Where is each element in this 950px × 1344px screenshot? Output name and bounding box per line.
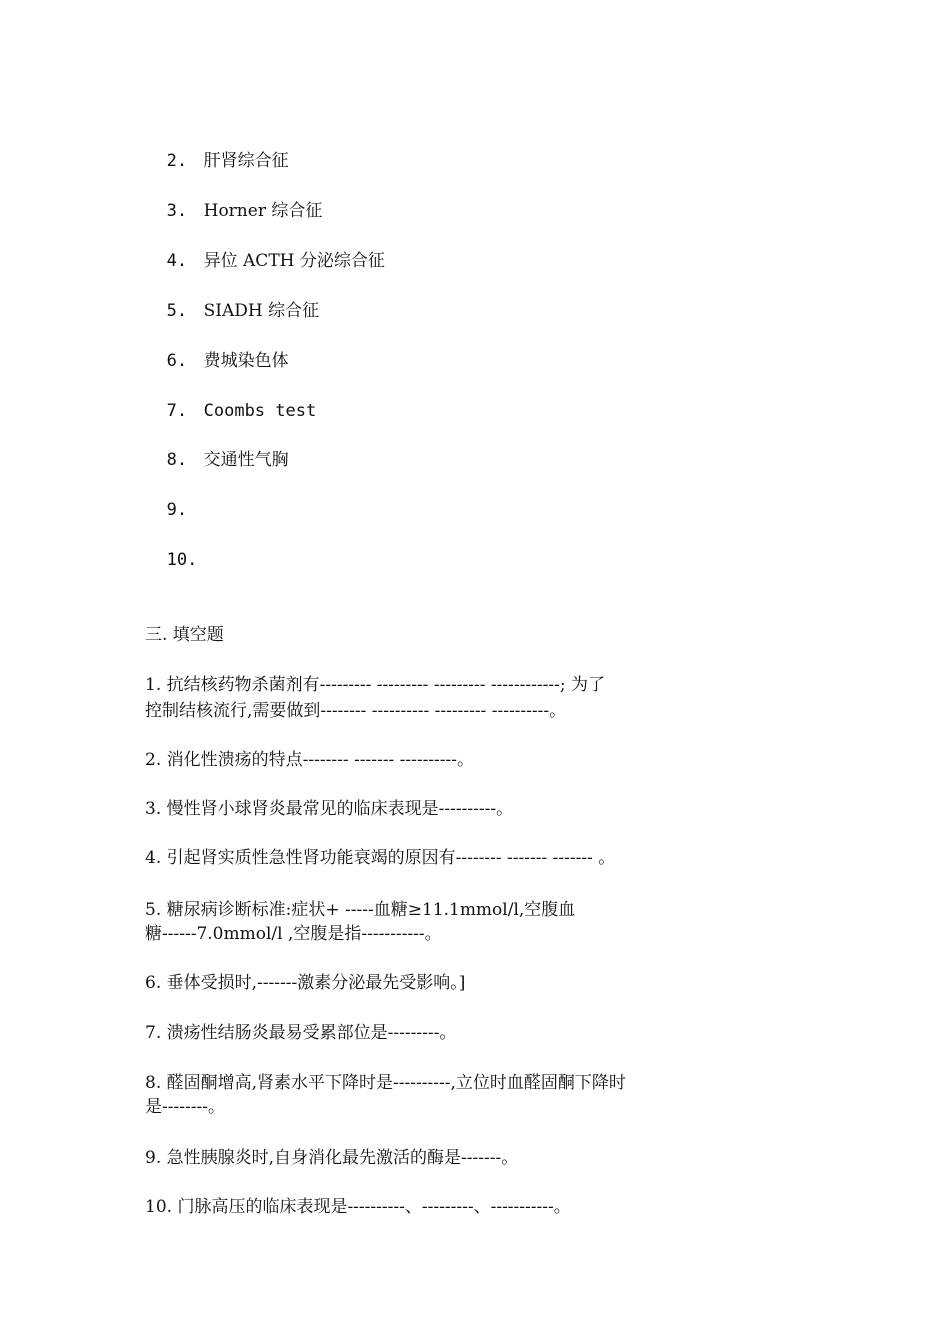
term-text: 费城染色体 — [203, 351, 289, 371]
term-text: Horner 综合征 — [203, 201, 323, 221]
question-6: 6. 垂体受损时,-------激素分泌最先受影响。] — [145, 973, 466, 993]
term-number: 5. — [166, 301, 188, 321]
question-5-line-2: 糖------7.0mmol/l ,空腹是指-----------。 — [145, 924, 442, 944]
section-title: 三. 填空题 — [145, 625, 224, 645]
term-number: 6. — [166, 351, 188, 371]
question-2: 2. 消化性溃疡的特点-------- ------- ----------。 — [145, 750, 475, 770]
question-1-line-2: 控制结核流行,需要做到-------- ---------- --------- ----------。 — [145, 701, 567, 721]
term-number: 3. — [166, 201, 188, 221]
term-number: 2. — [166, 151, 188, 171]
question-8-line-1: 8. 醛固酮增高,肾素水平下降时是----------,立位时血醛固酮下降时 — [145, 1073, 626, 1093]
question-10: 10. 门脉高压的临床表现是----------、---------、-----------。 — [145, 1197, 571, 1217]
term-text: 异位 ACTH 分泌综合征 — [203, 251, 385, 271]
question-8-line-2: 是--------。 — [145, 1097, 225, 1117]
question-5-line-1: 5. 糖尿病诊断标准:症状+ -----血糖≥11.1mmol/l,空腹血 — [145, 900, 576, 920]
question-9: 9. 急性胰腺炎时,自身消化最先激活的酶是-------。 — [145, 1148, 519, 1168]
term-number: 9. — [166, 500, 188, 520]
question-3: 3. 慢性肾小球肾炎最常见的临床表现是----------。 — [145, 799, 514, 819]
term-number: 4. — [166, 251, 188, 271]
term-text: 肝肾综合征 — [203, 151, 289, 171]
term-item-10 — [145, 524, 204, 596]
term-text: SIADH 综合征 — [203, 301, 320, 321]
question-7: 7. 溃疡性结肠炎最易受累部位是---------。 — [145, 1023, 457, 1043]
term-text: Coombs test — [203, 401, 317, 421]
question-4: 4. 引起肾实质性急性肾功能衰竭的原因有-------- ------- ------- 。 — [145, 848, 616, 868]
term-number: 10. — [166, 550, 198, 570]
term-number: 7. — [166, 401, 188, 421]
term-number: 8. — [166, 450, 188, 470]
question-1-line-1: 1. 抗结核药物杀菌剂有--------- --------- --------- ------------; 为了 — [145, 675, 605, 695]
term-text: 交通性气胸 — [203, 450, 289, 470]
